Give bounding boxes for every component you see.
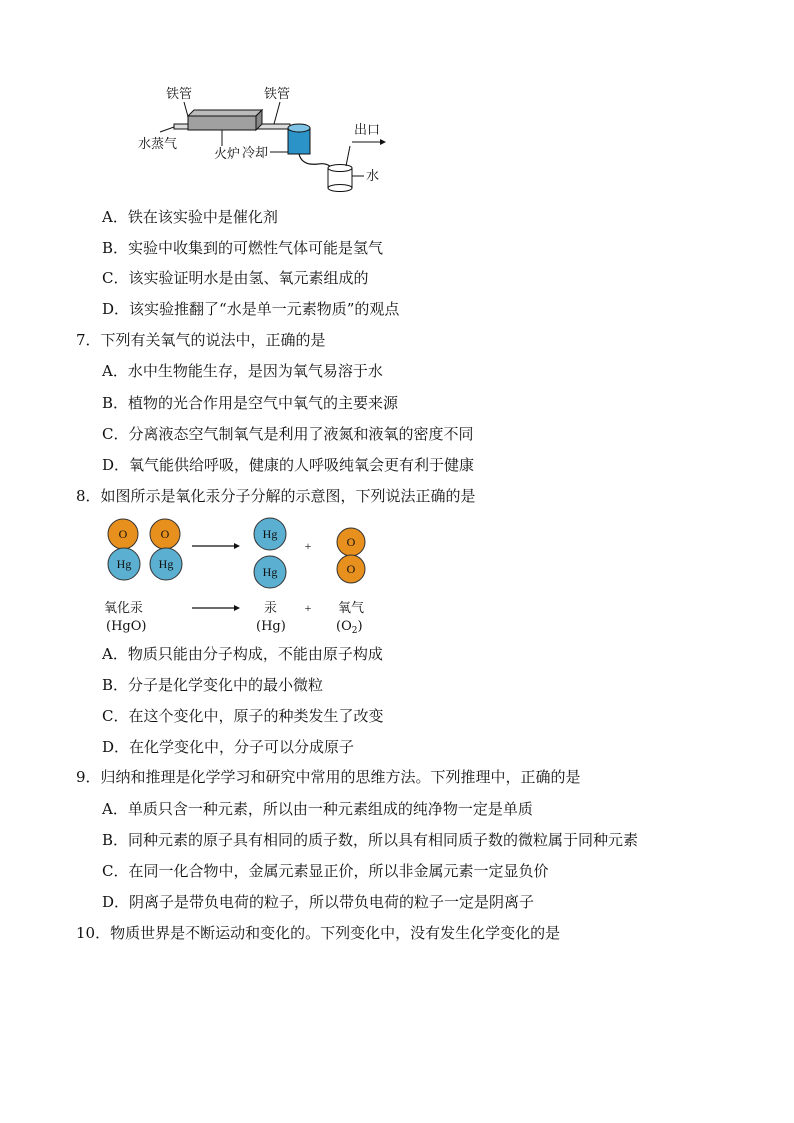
q7-option-c[interactable]: C．分离液态空气制氧气是利用了液氮和液氧的密度不同: [102, 425, 474, 443]
q9-option-a[interactable]: A．单质只含一种元素，所以由一种元素组成的纯净物一定是单质: [102, 800, 533, 818]
arrow-head-icon: [234, 605, 240, 611]
plus-sign: +: [304, 601, 312, 615]
outlet-tube: [346, 146, 350, 166]
q7-stem: 7．下列有关氧气的说法中，正确的是: [76, 331, 326, 349]
plus-sign: +: [304, 539, 312, 553]
q8-option-a[interactable]: A．物质只能由分子构成，不能由原子构成: [102, 645, 383, 663]
arrow-head-icon: [234, 543, 240, 549]
label-steam: 水蒸气: [138, 137, 178, 152]
atom-label: Hg: [158, 557, 174, 571]
q9-option-c[interactable]: C．在同一化合物中，金属元素显正价，所以非金属元素一定显负价: [102, 862, 549, 880]
q8-option-b[interactable]: B．分子是化学变化中的最小微粒: [102, 676, 324, 694]
q7-option-b[interactable]: B．植物的光合作用是空气中氧气的主要来源: [102, 394, 399, 412]
q9-stem: 9．归纳和推理是化学学习和研究中常用的思维方法。下列推理中，正确的是: [76, 768, 581, 786]
label-water: 水: [366, 169, 380, 184]
q6-option-a[interactable]: A．铁在该实验中是催化剂: [102, 208, 278, 226]
q9-option-d[interactable]: D．阴离子是带负电荷的粒子，所以带负电荷的粒子一定是阴离子: [102, 893, 535, 911]
atom-label: O: [346, 535, 356, 549]
cooler-top: [288, 124, 310, 132]
label-iron-tube-left: 铁管: [166, 87, 193, 102]
q6-option-d[interactable]: D．该实验推翻了“水是单一元素物质”的观点: [102, 300, 400, 318]
atom-label: O: [118, 527, 128, 541]
name-o2: 氧气: [338, 601, 365, 616]
hgo-molecule: [150, 519, 182, 580]
formula-hgo: (HgO): [106, 619, 147, 634]
collector-top: [328, 165, 352, 172]
q7-option-a[interactable]: A．水中生物能生存，是因为氧气易溶于水: [102, 362, 383, 380]
atom-label: Hg: [262, 527, 278, 541]
name-hg: 汞: [264, 601, 278, 616]
atom-label: O: [160, 527, 170, 541]
pointer-line: [274, 102, 280, 124]
label-cooling: 冷却: [242, 146, 269, 161]
atom-label: Hg: [116, 557, 132, 571]
label-furnace: 火炉: [214, 147, 241, 162]
furnace: [188, 116, 256, 130]
hgo-decomposition-figure: [100, 514, 380, 638]
q8-stem: 8．如图所示是氧化汞分子分解的示意图，下列说法正确的是: [76, 487, 476, 505]
q6-option-b[interactable]: B．实验中收集到的可燃性气体可能是氢气: [102, 239, 384, 257]
name-hgo: 氧化汞: [104, 601, 144, 616]
formula-o2: $(O_2)$: [336, 619, 363, 636]
formula-hg: (Hg): [256, 619, 286, 634]
q8-option-c[interactable]: C．在这个变化中，原子的种类发生了改变: [102, 707, 384, 725]
q10-stem: 10．物质世界是不断运动和变化的。下列变化中，没有发生化学变化的是: [76, 924, 561, 942]
atom-label: Hg: [262, 565, 278, 579]
collector-bottom: [328, 185, 352, 192]
q6-option-c[interactable]: C．该实验证明水是由氢、氧元素组成的: [102, 269, 369, 287]
atom-label: O: [346, 562, 356, 576]
label-outlet: 出口: [354, 123, 381, 138]
arrow-head-icon: [380, 139, 386, 145]
q8-option-d[interactable]: D．在化学变化中，分子可以分成原子: [102, 738, 355, 756]
furnace-top: [188, 110, 262, 116]
label-iron-tube-right: 铁管: [264, 87, 291, 102]
hgo-molecule: [108, 519, 140, 580]
pointer-line: [160, 127, 174, 132]
q7-option-d[interactable]: D．氧气能供给呼吸，健康的人呼吸纯氧会更有利于健康: [102, 456, 475, 474]
q9-option-b[interactable]: B．同种元素的原子具有相同的质子数，所以具有相同质子数的微粒属于同种元素: [102, 831, 639, 849]
apparatus-figure: [130, 80, 400, 195]
